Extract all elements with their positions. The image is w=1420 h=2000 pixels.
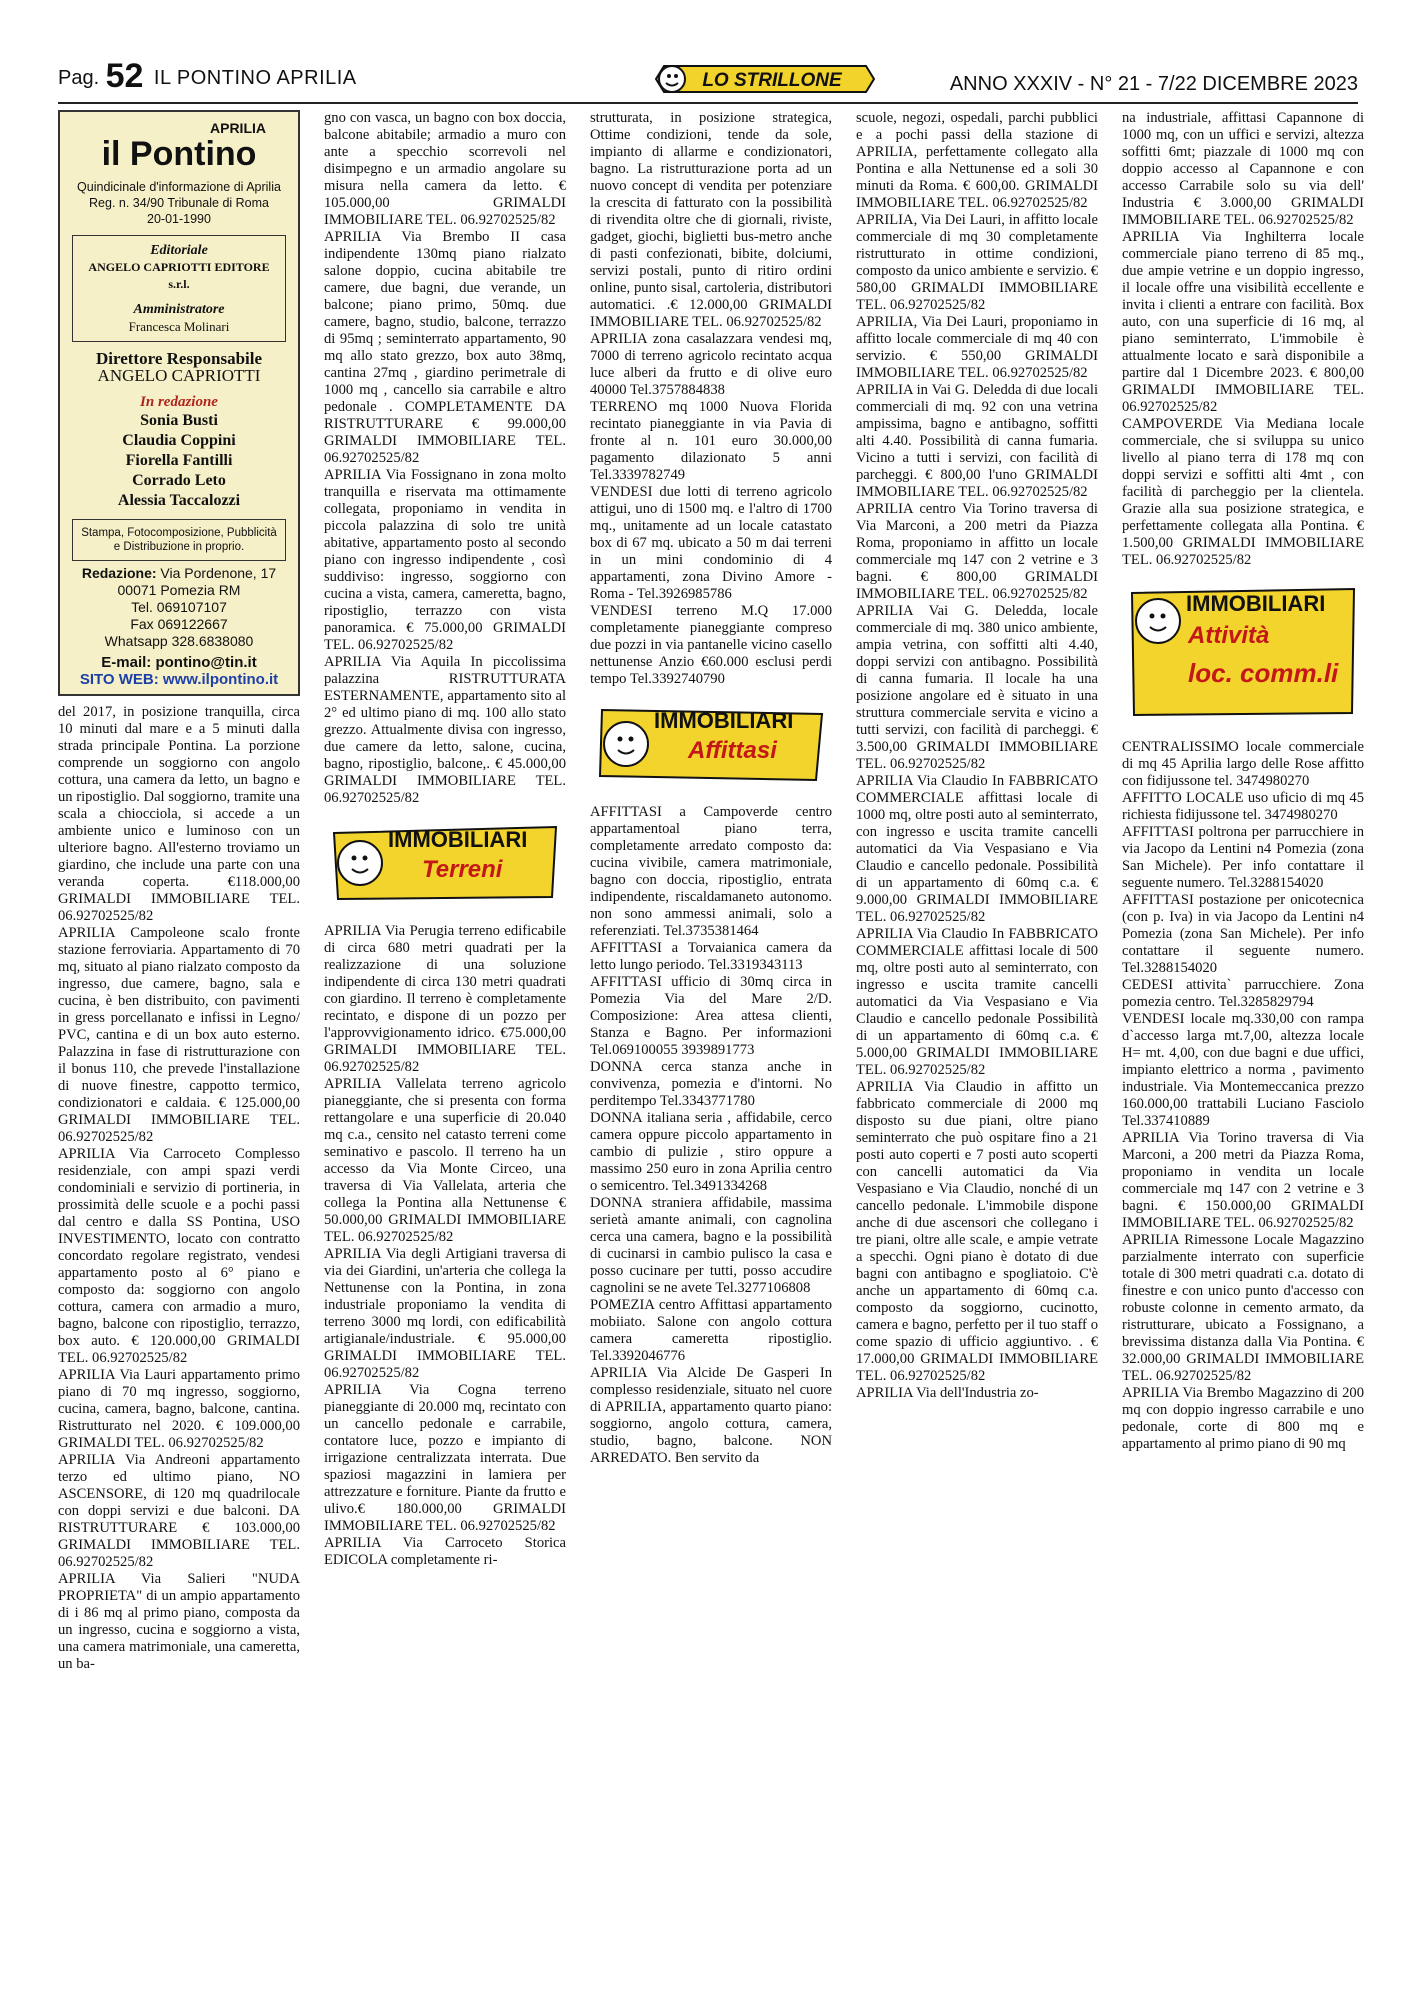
staff-member: Corrado Leto — [132, 472, 226, 489]
banner-affittasi-line2: Affittasi — [688, 737, 777, 764]
listing: del 2017, in posizione tranquilla, circa 10 minuti dal mare e a 5 minuti dalla strada principale Pontina. La porzione comprende un soggiorno con angolo cottura, una camera da letto, un bagno e un ripostiglio. Dal soggiorno, tramite una scala a chiocciola, si accede a un ambiente unico e luminoso con un ulteriore bagno. All'esterno troviamo un giardino, che include una parte con una veranda coperta. €118.000,00 GRIMALDI IMMOBILIARE TEL. 06.92702525/82 — [58, 704, 300, 924]
masthead-box — [58, 110, 300, 696]
direttore-name: ANGELO CAPRIOTTI — [97, 366, 261, 385]
classifieds-page — [58, 110, 1362, 1990]
redazione-address-label: Redazione: — [81, 565, 157, 581]
listing: DONNA italiana seria , affidabile, cerco camera oppure piccolo appartamento in cambio di pulizie , stiro oppure a massimo 250 euro in zona Aprilia centro o semicentro. Tel.3491334268 — [590, 1110, 832, 1194]
listing: scuole, negozi, ospedali, parchi pubblici e a pochi passi della stazione di APRILIA, perfettamente collegato alla Pontina e alla Nettunense ed a soli 30 minuti da Roma. € 600,00. GRIMALDI IMMOBILIARE TEL. 06.92702525/82 — [856, 110, 1098, 211]
listing: APRILIA Via Claudio In FABBRICATO COMMERCIALE affittasi locale di 500 mq, oltre posti auto al seminterrato, con ingresso e uscita tramite cancelli automatici da Via Vespasiano e Via Claudio e cancello pedonale Possibilità di un appartamento di 60mq c.a. € 5.000,00 GRIMALDI IMMOBILIARE TEL. 06.92702525/82 — [856, 926, 1098, 1078]
listing: AFFITTASI a Campoverde centro appartamentoal piano terra, completamente arredato composto da: cucina vivibile, camera matrimoniale, bagno con doccia, ripostiglio, entrata indipendente, riscaldamaneto autonomo. non sono ammessi animali, solo a referenziati. Tel.3735381464 — [590, 804, 832, 939]
banner-affittasi-line1: IMMOBILIARI — [654, 708, 794, 733]
banner-attivita-line3: loc. comm.li — [1188, 658, 1339, 688]
direttore-label: Direttore Responsabile — [95, 349, 263, 368]
listing: AFFITTO LOCALE uso uficio di mq 45 richiesta fidijussone tel. 3474980270 — [1122, 790, 1364, 823]
listing: AFFITTASI postazione per onicotecnica (con p. Iva) in via Jacopo da Lentini n4 Pomezia (zona San Michele). Per info contattare il seguente numero. Tel.3288154020 — [1122, 892, 1364, 976]
whatsapp: Whatsapp 328.6838080 — [104, 633, 254, 649]
listing: CAMPOVERDE Via Mediana locale commerciale, che si sviluppa su unico livello al piano terra di 178 mq con doppi servizi e soffitti alti 4mt , con facilità di parcheggio per la clientela. Grazie alla sua posizione strategica, e perfettamente collegata alla Pontina. € 1.500,00 GRIMALDI IMMOBILIARE TEL. 06.92702525/82 — [1122, 416, 1364, 568]
listing: APRILIA, Via Dei Lauri, in affitto locale commerciale di mq 30 completamente ristrutturato in ottime condizioni, composto da unico ambiente e servizio. € 580,00 GRIMALDI IMMOBILIARE TEL. 06.92702525/82 — [856, 212, 1098, 313]
listing: APRILIA Campoleone scalo fronte stazione ferroviaria. Appartamento di 70 mq, situato al piano rialzato composto da ingresso, due camere, bagno, sala e cucina, è ben distribuito, con pavimenti in gress porcellanato e infissi in Legno/ PVC, cantina e di un box auto esterno. Palazzina in fase di ristrutturazione con il bonus 110, che prevede l'installazione di nuove finestre, cappotto termico, condizionatori e caldaia. € 125.000,00 GRIMALDI IMMOBILIARE TEL. 06.92702525/82 — [58, 925, 300, 1145]
masthead-registration: Reg. n. 34/90 Tribunale di Roma — [89, 196, 269, 210]
staff-list — [72, 411, 286, 511]
listing: POMEZIA centro Affittasi appartamento mobiiato. Salone con angolo cottura camera cameretta ripostiglio. Tel.3392046776 — [590, 1297, 832, 1364]
email-address[interactable]: E-mail: pontino@tin.it — [101, 654, 257, 671]
telephone: Tel. 069107107 — [131, 599, 227, 615]
listing: VENDESI terreno M.Q 17.000 completamente pianeggiante compreso due pozzi in via pantanelle vicino casello nettunense Anzio €60.000 esclusi perdi tempo Tel.3392740790 — [590, 603, 832, 687]
listing: APRILIA Via Salieri "NUDA PROPRIETA" di un ampio appartamento di i 86 mq al primo piano, composta da un ingresso, cucina e soggiorno a vista, una camera matrimoniale, una cameretta, un ba- — [58, 1571, 300, 1672]
stampa-box — [72, 519, 286, 561]
listing: APRILIA zona casalazzara vendesi mq, 7000 di terreno agricolo recintato acqua luce alberi da frutto e di olive euro 40000 Tel.3757884838 — [590, 331, 832, 398]
banner-terreni-line2: Terreni — [422, 856, 503, 883]
listing: APRILIA in Vai G. Deledda di due locali commerciali di mq. 92 con una vetrina ampissima, bagno e antibagno, soffitti alti 4.40. Possibilità di canna fumaria. Vicino a tutti i servizi, con facilità di parcheggi. € 800,00 l'uno GRIMALDI IMMOBILIARE TEL. 06.92702525/82 — [856, 382, 1098, 500]
address-line-1: Via Pordenone, 17 — [160, 565, 277, 581]
listing: APRILIA Via Brembo Magazzino di 200 mq con doppio ingresso carrabile e uno pedonale, corte di 800 mq e appartamento al primo piano di 90 mq — [1122, 1385, 1364, 1452]
newsboy-icon — [659, 66, 685, 92]
listing: APRILIA Via Fossignano in zona molto tranquilla e riservata ma ottimamente collegata, proponiamo in vendita in piccola palazzina di solo tre unità abitative, appartamento posto al secondo piano con ingresso indipendente , così suddiviso: ingresso, soggiorno con cucina a vista, camera, cameretta, bagno, ripostiglio, terrazzo con vista panoramica. € 75.000,00 GRIMALDI TEL. 06.92702525/82 — [324, 467, 566, 653]
column-1 — [58, 110, 300, 1990]
listing: CENTRALISSIMO locale commerciale di mq 45 Aprilia largo delle Rose affitto con fidijussone tel. 3474980270 — [1122, 739, 1364, 789]
redazione-address — [72, 565, 286, 582]
listing: DONNA straniera affidabile, massima serietà amante animali, con cagnolina cerca una camera, bagno e la possibilità di cucinarsi in cambio pulisco la casa e posso cucinare per tutti, posso accudire cagnolini se ne avete Tel.3277106808 — [590, 1195, 832, 1296]
listing: APRILIA Via Claudio In FABBRICATO COMMERCIALE affittasi locale di 1000 mq, oltre posti auto al seminterrato, con ingresso e uscita tramite cancelli automatici da Via Vespasiano e Via Claudio e cancello pedonale. Possibilità di un appartamento di 60mq c.a. € 9.000,00 GRIMALDI IMMOBILIARE TEL. 06.92702525/82 — [856, 773, 1098, 925]
listing: AFFITTASI a Torvaianica camera da letto lungo periodo. Tel.3319343113 — [590, 940, 832, 973]
redazione-label: In redazione — [140, 394, 218, 410]
publication-title: IL PONTINO APRILIA — [153, 67, 357, 89]
lo-strillone-logo — [650, 60, 880, 98]
masthead-brand: il Pontino — [101, 135, 257, 173]
banner-terreni-line1: IMMOBILIARI — [388, 827, 528, 852]
listing: APRILIA Via Andreoni appartamento terzo ed ultimo piano, NO ASCENSORE, di 120 mq quadrilocale con doppi servizi e due balconi. DA RISTRUTTURARE € 103.000,00 GRIMALDI IMMOBILIARE TEL. 06.92702525/82 — [58, 1452, 300, 1570]
listing: APRILIA Via Torino traversa di Via Marconi, a 200 metri da Piazza Roma, proponiamo in vendita un locale commerciale mq 147 con 2 vetrine e 3 bagni. € 150.000,00 GRIMALDI IMMOBILIARE TEL. 06.92702525/82 — [1122, 1130, 1364, 1231]
staff-member: Sonia Busti — [140, 412, 218, 429]
listing: strutturata, in posizione strategica, Ottime condizioni, tende da sole, impianto di allarme e condizionatori, bagno. La ristrutturazione porta ad un nuovo concept di vendita per potenziare la crescita di fatturato con la possibilità di rivendita oltre che di giornali, riviste, gadget, giochi, biglietti bus-metro anche di pasti confezionati, bibite, dolciumi, servizi postali, punto di ritiro ordini online, punto sisal, cartoleria, distributori automatici. .€ 12.000,00 GRIMALDI IMMOBILIARE TEL. 06.92702525/82 — [590, 110, 832, 330]
listing: APRILIA Via Claudio in affitto un fabbricato commerciale di 2000 mq disposto su due piani, oltre piano seminterrato che può ospitare fino a 21 posti auto coperti e 7 posti auto scoperti con cancelli automatici da Via Vespasiano e Via Claudio, nonché di un cancello pedonale. L'immobile dispone anche di due ascensori che collegano i tre piani, oltre alle scale, e ampie vetrate a specchi. Ogni piano è dotato di due bagni con antibagno e spogliatoio. C'è anche un appartamento di 60mq c.a. composto da soggiorno, cucinotto, camera e bagno, perfetto per il tuo staff o come spazio di ufficio aggiuntivo. . € 17.000,00 GRIMALDI IMMOBILIARE TEL. 06.92702525/82 — [856, 1079, 1098, 1384]
header-left — [58, 57, 357, 96]
masthead-editorial-box — [72, 235, 286, 342]
listing: CEDESI attivita` parrucchiere. Zona pomezia centro. Tel.3285829794 — [1122, 977, 1364, 1010]
banner-affittasi — [596, 706, 826, 782]
staff-member: Fiorella Fantilli — [125, 452, 233, 469]
listing: APRILIA Via Lauri appartamento primo piano di 70 mq ingresso, soggiorno, cucina, camera, bagno, balcone, cantina. Ristrutturato nel 2020. € 109.000,00 GRIMALDI TEL. 06.92702525/82 — [58, 1367, 300, 1451]
newsboy-icon — [1136, 599, 1180, 643]
listing: APRILIA Via Brembo II casa indipendente 130mq piano rialzato salone doppio, cucina abitabile tre camere, due bagni, due verande, un balcone; piano primo, 50mq. due camere, bagno, studio, balcone, terrazzo di 95mq ; seminterrato appartamento, 90 mq allo stato grezzo, box auto 38mq, cantina 27mq , giardino perimetrale di 1000 mq , cancello sia carrabile e altro pedonale . COMPLETAMENTE DA RISTRUTTURARE € 99.000,00 GRIMALDI IMMOBILIARE TEL. 06.92702525/82 — [324, 229, 566, 466]
listing: DONNA cerca stanza anche in convivenza, pomezia e d'intorni. No perditempo Tel.3343771780 — [590, 1059, 832, 1109]
fax: Fax 069122667 — [130, 616, 228, 632]
column-2 — [324, 110, 566, 1990]
masthead-reg-date: 20-01-1990 — [147, 212, 211, 226]
issue-info: ANNO XXXIV - N° 21 - 7/22 DICEMBRE 2023 — [949, 73, 1358, 95]
banner-attivita-line2: Attività — [1188, 622, 1270, 649]
website-link[interactable]: SITO WEB: www.ilpontino.it — [79, 671, 279, 688]
listing: APRILIA Via Cogna terreno pianeggiante di 20.000 mq, recintato con un cancello pedonale e carrabile, contatore luce, pozzo e impianto di irrigazione centralizzata interrata. Due spaziosi magazzini in lamiera per attrezzature e forniture. Piante da frutto e ulivo.€ 180.000,00 GRIMALDI IMMOBILIARE TEL. 06.92702525/82 — [324, 1382, 566, 1534]
listing: APRILIA Via dell'Industria zo- — [856, 1385, 1039, 1401]
listing: TERRENO mq 1000 Nuova Florida recintato pianeggiante in via Pavia di fronte al n. 101 euro 30.000,00 pagamento dilazionato 5 anni Tel.3339782749 — [590, 399, 832, 483]
listing: AFFITTASI poltrona per parrucchiere in via Jacopo da Lentini n4 Pomezia (zona San Michele). Per info contattare il seguente numero. Tel.3288154020 — [1122, 824, 1364, 891]
amministratore-label: Amministratore — [133, 302, 225, 317]
page-label: Pag. — [58, 67, 100, 89]
editoriale-label: Editoriale — [150, 243, 208, 258]
listing: APRILIA Rimessone Locale Magazzino parzialmente interrato con superficie totale di 300 metri quadrati c.a. dotato di finestre e con unico punto d'accesso con robuste colonne in cemento armato, da ristrutturare, ubicato a Fossignano, a brevissima distanza dalla Via Pontina. € 32.000,00 GRIMALDI IMMOBILIARE TEL. 06.92702525/82 — [1122, 1232, 1364, 1384]
newsboy-icon — [338, 841, 382, 885]
listing: APRILIA Vallelata terreno agricolo pianeggiante, che si presenta con forma rettangolare e una superficie di 20.040 mq c.a., censito nel catasto terreni come seminativo e pascolo. Il terreno ha un accesso da Via Monte Circeo, una traversa di Via Vallelata, arteria che collega la Pontina alla Nettunense € 50.000,00 GRIMALDI IMMOBILIARE TEL. 06.92702525/82 — [324, 1076, 566, 1245]
newsboy-icon — [604, 722, 648, 766]
banner-attivita-line1: IMMOBILIARI — [1186, 591, 1326, 616]
listing: APRILIA, Via Dei Lauri, proponiamo in affitto locale commerciale di mq 40 con servizio. € 550,00 GRIMALDI IMMOBILIARE TEL. 06.92702525/82 — [856, 314, 1098, 381]
masthead-description: Quindicinale d'informazione di Aprilia — [77, 180, 281, 194]
address-line-2: 00071 Pomezia RM — [117, 582, 241, 598]
column-3 — [590, 110, 832, 1990]
listing: VENDESI due lotti di terreno agricolo attigui, uno di 1500 mq. e l'altro di 1700 mq., unitamente ad un locale catastato box di 67 mq. ubicato a 50 m dai terreni in un mini condominio di 4 appartamenti, zona Divino Amore - Roma - Tel.3926985786 — [590, 484, 832, 602]
staff-member: Alessia Taccalozzi — [117, 492, 241, 509]
banner-attivita — [1128, 587, 1358, 717]
banner-terreni — [330, 825, 560, 901]
logo-text: LO STRILLONE — [702, 70, 842, 91]
listing: gno con vasca, un bagno con box doccia, balcone abitabile; armadio a muro con ante a specchio scorrevoli nel disimpegno e un armadio angolare su misura nella camera da letto. € 105.000,00 GRIMALDI IMMOBILIARE TEL. 06.92702525/82 — [324, 110, 566, 228]
column-4 — [856, 110, 1098, 1990]
listing: APRILIA Via Inghilterra locale commerciale piano terreno di 85 mq., due ampie vetrine e un doppio ingresso, il locale offre una visibilità eccellente e invita i clienti a entrare con facilità. Box auto, con una superficie di 16 mq, al piano seminterrato, L'immobile è attualmente locato e sarà disponibile a partire dal 1 Dicembre 2023. € 800,00 GRIMALDI IMMOBILIARE TEL. 06.92702525/82 — [1122, 229, 1364, 415]
amministratore-name: Francesca Molinari — [128, 319, 230, 334]
listing: APRILIA Via Carroceto Complesso residenziale, con ampi spazi verdi condominiali e servizio di portineria, in prossimità delle scuole e a pochi passi dal centro e dalla SS Pontina, USO INVESTIMENTO, locato con contratto concordato regolare registrato, vendesi appartamento posto al 6° piano e composto da: soggiorno con angolo cottura, camera con armadio a muro, bagno, balcone con ripostiglio, terrazzo, box auto. € 120.000,00 GRIMALDI TEL. 06.92702525/82 — [58, 1146, 300, 1366]
masthead-aprilia: APRILIA — [210, 120, 266, 136]
column-5 — [1122, 110, 1364, 1990]
listing: VENDESI locale mq.330,00 con rampa d`accesso larga mt.7,00, altezza locale H= mt. 4,00, con due bagni e due uffici, impianto elettrico a norma , pavimento industriale. Via Montemeccanica prezzo 160.000,00 trattabili Luciano Fasciolo Tel.337410889 — [1122, 1011, 1364, 1129]
listing: APRILIA Via Carroceto Storica EDICOLA completamente ri- — [324, 1535, 566, 1568]
listing: na industriale, affittasi Capannone di 1000 mq, con un uffici e servizi, altezza soffitti 6mt; piazzale di 1000 mq con doppio accesso al Capannone e con accesso Carrabile solo su via dell' Industria € 3.000,00 GRIMALDI IMMOBILIARE TEL. 06.92702525/82 — [1122, 110, 1364, 228]
page-header — [58, 58, 1358, 104]
listing: APRILIA centro Via Torino traversa di Via Marconi, a 200 metri da Piazza Roma, proponiamo in affitto un locale commerciale mq 147 con 2 vetrine e 3 bagni. € 800,00 GRIMALDI IMMOBILIARE TEL. 06.92702525/82 — [856, 501, 1098, 602]
listing: APRILIA Via degli Artigiani traversa di via dei Giardini, un'arteria che collega la Nettunense con la Pontina, in zona industriale proponiamo la vendita di terreno 3000 mq lordi, con edificabilità artigianale/industriale. € 95.000,00 GRIMALDI IMMOBILIARE TEL. 06.92702525/82 — [324, 1246, 566, 1381]
listing: APRILIA Via Aquila In piccolissima palazzina RISTRUTTURATA ESTERNAMENTE, appartamento sito al 2° ed ultimo piano di mq. 100 allo stato grezzo. Attualmente divisa con ingresso, due camere da letto, salone, cucina, bagno, ripostiglio, balcone,. € 45.000,00 GRIMALDI IMMOBILIARE TEL. 06.92702525/82 — [324, 654, 566, 806]
listing: APRILIA Via Alcide De Gasperi In complesso residenziale, situato nel cuore di APRILIA, appartamento quarto piano: soggiorno, angolo cottura, camera, studio, bagno, balcone. NON ARREDATO. Ben servito da — [590, 1365, 832, 1466]
staff-member: Claudia Coppini — [122, 432, 236, 449]
listing: APRILIA Via Perugia terreno edificabile di circa 680 metri quadrati per la realizzazione di una soluzione indipendente di circa 130 metri quadrati con giardino. Il terreno è completamente recintato, e dispone di un pozzo per l'approvvigionamento idrico. €75.000,00 GRIMALDI IMMOBILIARE TEL. 06.92702525/82 — [324, 923, 566, 1075]
listing: AFFITTASI ufficio di 30mq circa in Pomezia Via del Mare 2/D. Composizione: Area attesa clienti, Stanza e Bagno. Per informazioni Tel.069100055 3939891773 — [590, 974, 832, 1058]
editoriale-name: ANGELO CAPRIOTTI EDITORE s.r.l. — [88, 260, 270, 291]
listing: APRILIA Vai G. Deledda, locale commerciale di mq. 380 unico ambiente, ampia vetrina, con soffitti alti 4.40, doppi servizi con antibagno. Possibilità di canna fumaria. Il locale ha una posizione angolare ed è situato in una struttura commerciale servita e vicino a tutti servizi, con facilità di parcheggi. € 3.500,00 GRIMALDI IMMOBILIARE TEL. 06.92702525/82 — [856, 603, 1098, 772]
stampa-text: Stampa, Fotocomposizione, Pubblicità e Distribuzione in proprio. — [81, 527, 277, 553]
page-number: 52 — [105, 57, 144, 95]
